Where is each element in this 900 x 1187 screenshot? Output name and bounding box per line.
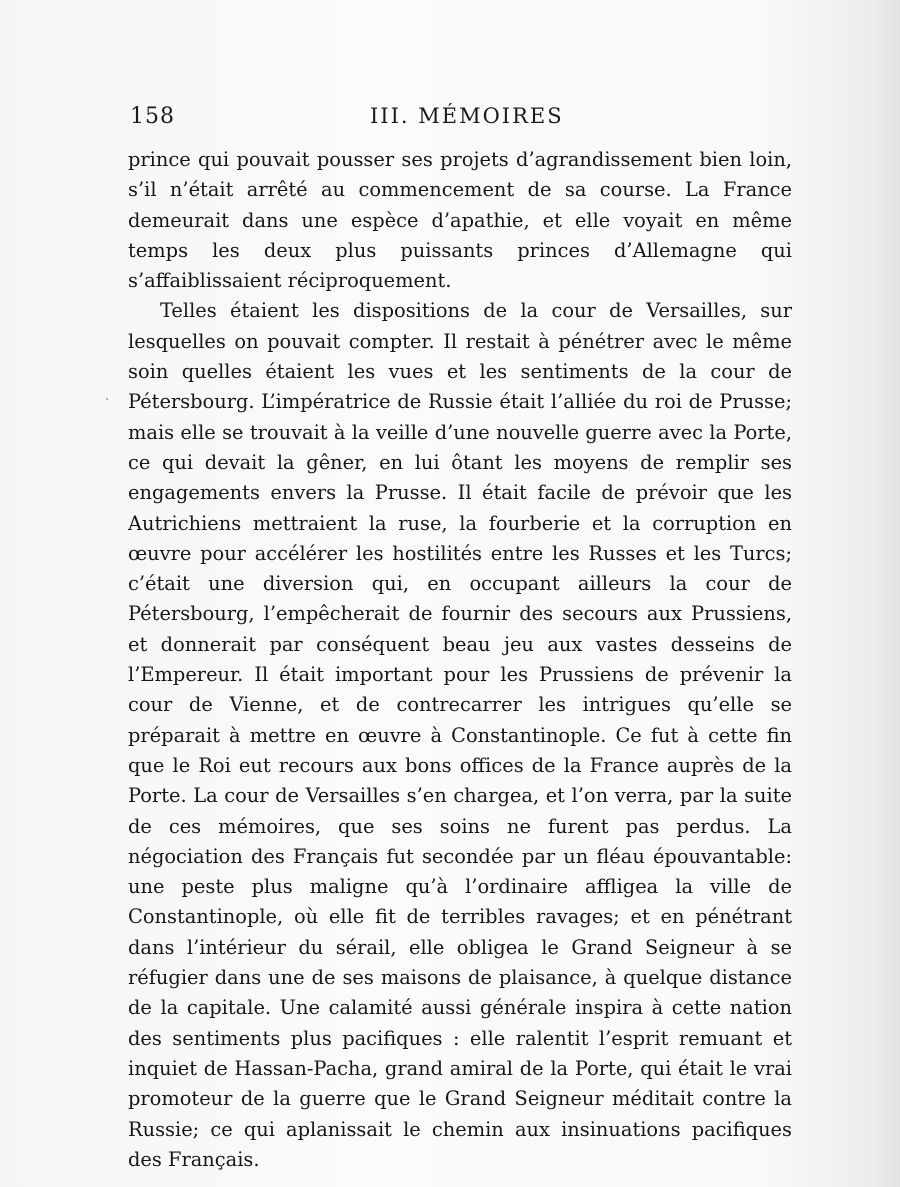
page-body: [128, 145, 792, 1175]
paper-speck: [106, 398, 108, 400]
page-header: [130, 104, 790, 134]
running-head: III. MÉMOIRES: [370, 104, 564, 128]
paragraph-continued: prince qui pouvait pousser ses projets d’agrandissement bien loin, s’il n’était arrêté au commencement de sa course. La France demeurait dans une espèce d’apathie, et elle voyait en même temps les deux plus puissants princes d’Allemagne qui s’affaiblissaient réciproquement.: [128, 148, 792, 293]
paragraph: Telles étaient les dispositions de la cour de Versailles, sur lesquelles on pouvait compter. Il restait à pénétrer avec le même soin quelles étaient les vues et les sentiments de la cour de Pétersbourg. L’impératrice de Russie était l’alliée du roi de Prusse; mais elle se trouvait à la veille d’une nouvelle guerre avec la Porte, ce qui devait la gêner, en lui ôtant les moyens de remplir ses engagements envers la Prusse. Il était facile de prévoir que les Autrichiens mettraient la ruse, la fourberie et la corruption en œuvre pour accélérer les hostilités entre les Russes et les Turcs; c’était une diversion qui, en occupant ailleurs la cour de Pétersbourg, l’empêcherait de fournir des secours aux Prussiens, et donnerait par conséquent beau jeu aux vastes desseins de l’Empereur. Il était important pour les Prussiens de prévenir la cour de Vienne, et de contrecarrer les intrigues qu’elle se préparait à mettre en œuvre à Constantinople. Ce fut à cette fin que le Roi eut recours aux bons offices de la France auprès de la Porte. La cour de Versailles s’en chargea, et l’on verra, par la suite de ces mémoires, que ses soins ne furent pas perdus. La négociation des Français fut secondée par un fléau épouvantable: une peste plus maligne qu’à l’ordinaire affligea la ville de Constantinople, où elle fit de terribles ravages; et en pénétrant dans l’intérieur du sérail, elle obligea le Grand Seigneur à se réfugier dans une de ses maisons de plaisance, à quelque distance de la capitale. Une calamité aussi générale inspira à cette nation des sentiments plus pacifiques : elle ralentit l’esprit remuant et inquiet de Hassan-Pacha, grand amiral de la Porte, qui était le vrai promoteur de la guerre que le Grand Seigneur méditait contre la Russie; ce qui aplanissait le chemin aux insinuations pacifiques des Français.: [128, 299, 792, 1171]
page-number: 158: [130, 104, 175, 129]
